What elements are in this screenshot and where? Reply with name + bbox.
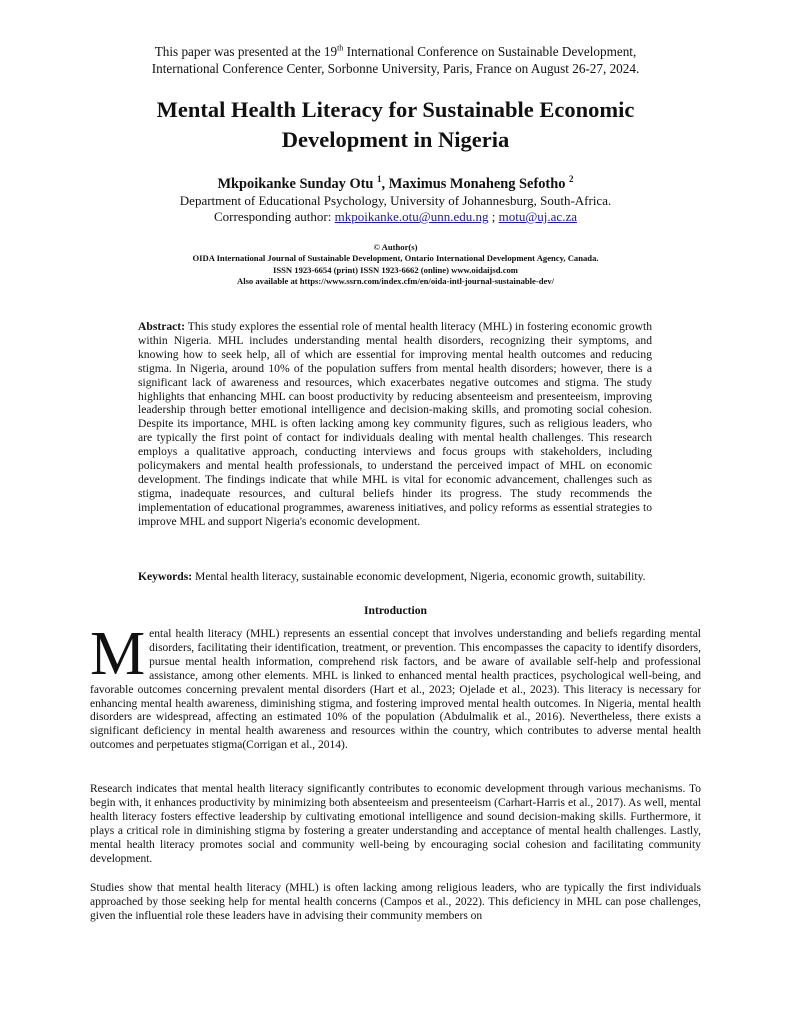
issn: ISSN 1923-6654 (print) ISSN 1923-6662 (online) www.oidaijsd.com: [273, 264, 518, 275]
abstract-text: This study explores the essential role of mental health literacy (MHL) in fostering economic growth within Nigeria. MHL includes understanding mental health disorders, recognizing their symptoms, and knowing how to seek help, all of which are essential for improving mental health outcomes and reducing stigma. In Nigeria, around 10% of the population suffers from mental health disorders; however, there is a significant lack of awareness and resources, which exacerbates negative outcomes and stigma. The study highlights that enhancing MHL can boost productivity by reducing absenteeism and presenteeism, improving leadership through better emotional intelligence and decision-making skills, and promoting social cohesion. Despite its importance, MHL is often lacking among key community figures, such as religious leaders, who are typically the first point of contact for individuals dealing with mental health challenges. This research employs a qualitative approach, conducting interviews and focus groups with stakeholders, including policymakers and mental health professionals, to understand the perceived impact of MHL on economic development. The findings indicate that while MHL is vital for economic advancement, challenges such as stigma, inadequate resources, and cultural beliefs hinder its progress. The study recommends the implementation of educational programmes, awareness initiatives, and policy reforms as essential strategies to improve MHL and support Nigeria's economic development.: [138, 320, 652, 528]
journal-meta: [100, 242, 691, 288]
intro-paragraph-2: Research indicates that mental health literacy significantly contributes to economic development through various mechanisms. To begin with, it enhances productivity by minimizing both absenteeism and presenteeism (Carhart-Harris et al., 2017). As well, mental health literacy fosters effective leadership by cultivating emotional intelligence and sound decision-making skills. Furthermore, it plays a critical role in diminishing stigma by fostering a greater understanding and acceptance of mental health challenges. Lastly, mental health literacy promotes social and community well-being by encouraging social cohesion and facilitating community development.: [90, 783, 701, 865]
keywords: [138, 570, 652, 584]
intro-paragraph-3: Studies show that mental health literacy (MHL) is often lacking among religious leaders, who are typically the first individuals approached by those seeking help for mental health concerns (Campos et al., 2022). This deficiency in MHL can pose challenges, given the influential role these leaders have in advising their community members on: [90, 882, 701, 922]
availability: Also available at https://www.ssrn.com/index.cfm/en/oida-intl-journal-sustainable-dev/: [236, 276, 555, 287]
conference-line-2: International Conference Center, Sorbonne University, Paris, France on August 26-27, 2024.: [151, 61, 640, 76]
conference-note: [120, 43, 671, 77]
paper-title: Mental Health Literacy for Sustainable Economic Development in Nigeria: [156, 97, 635, 152]
department: Department of Educational Psychology, University of Johannesburg, South-Africa.: [179, 193, 612, 208]
journal-name: OIDA International Journal of Sustainable Development, Ontario International Development Agency, Canada.: [192, 253, 599, 264]
drop-cap: M: [90, 620, 146, 688]
keywords-text: Mental health literacy, sustainable economic development, Nigeria, economic growth, suitability.: [192, 570, 646, 583]
affiliation: [100, 193, 691, 225]
intro-paragraph-1: Mental health literacy (MHL) represents an essential concept that involves understanding and beliefs regarding mental disorders, facilitating their identification, treatment, or prevention. This encompasses the capacity to identify disorders, pursue mental health information, comprehend risk factors, and be aware of available self-help and professional assistance, among other elements. MHL is linked to enhanced mental health practices, psychological well-being, and favorable outcomes concerning prevalent mental disorders (Hart et al., 2023; Ojelade et al., 2023). This literacy is necessary for enhancing mental health awareness, diminishing stigma, and fostering improved mental health outcomes. In Nigeria, mental health disorders are widespread, affecting an estimated 10% of the population (Abdulmalik et al., 2016). Nevertheless, there exists a significant deficiency in mental health awareness and resources within the country, which contributes to adverse mental health outcomes and perpetuates stigma(Corrigan et al., 2014).: [90, 620, 701, 752]
corresponding-author: Corresponding author: mkpoikanke.otu@unn.edu.ng ; motu@uj.ac.za: [214, 209, 577, 224]
author-list: Mkpoikanke Sunday Otu $^1$, Maximus Monaheng Sefotho $^2$: [217, 174, 574, 192]
author-1: Mkpoikanke Sunday Otu: [217, 176, 378, 192]
section-heading-introduction: Introduction: [364, 604, 427, 617]
email-link-2[interactable]: motu@uj.ac.za: [498, 209, 577, 224]
abstract-label: Abstract:: [138, 320, 186, 333]
author-2: Maximus Monaheng Sefotho: [388, 176, 570, 192]
keywords-label: Keywords:: [138, 570, 193, 583]
conference-line-1: This paper was presented at the 19th International Conference on Sustainable Development,: [154, 43, 637, 59]
email-link-1[interactable]: mkpoikanke.otu@unn.edu.ng: [334, 209, 489, 224]
copyright: © Author(s): [373, 242, 418, 252]
abstract: [138, 320, 652, 529]
